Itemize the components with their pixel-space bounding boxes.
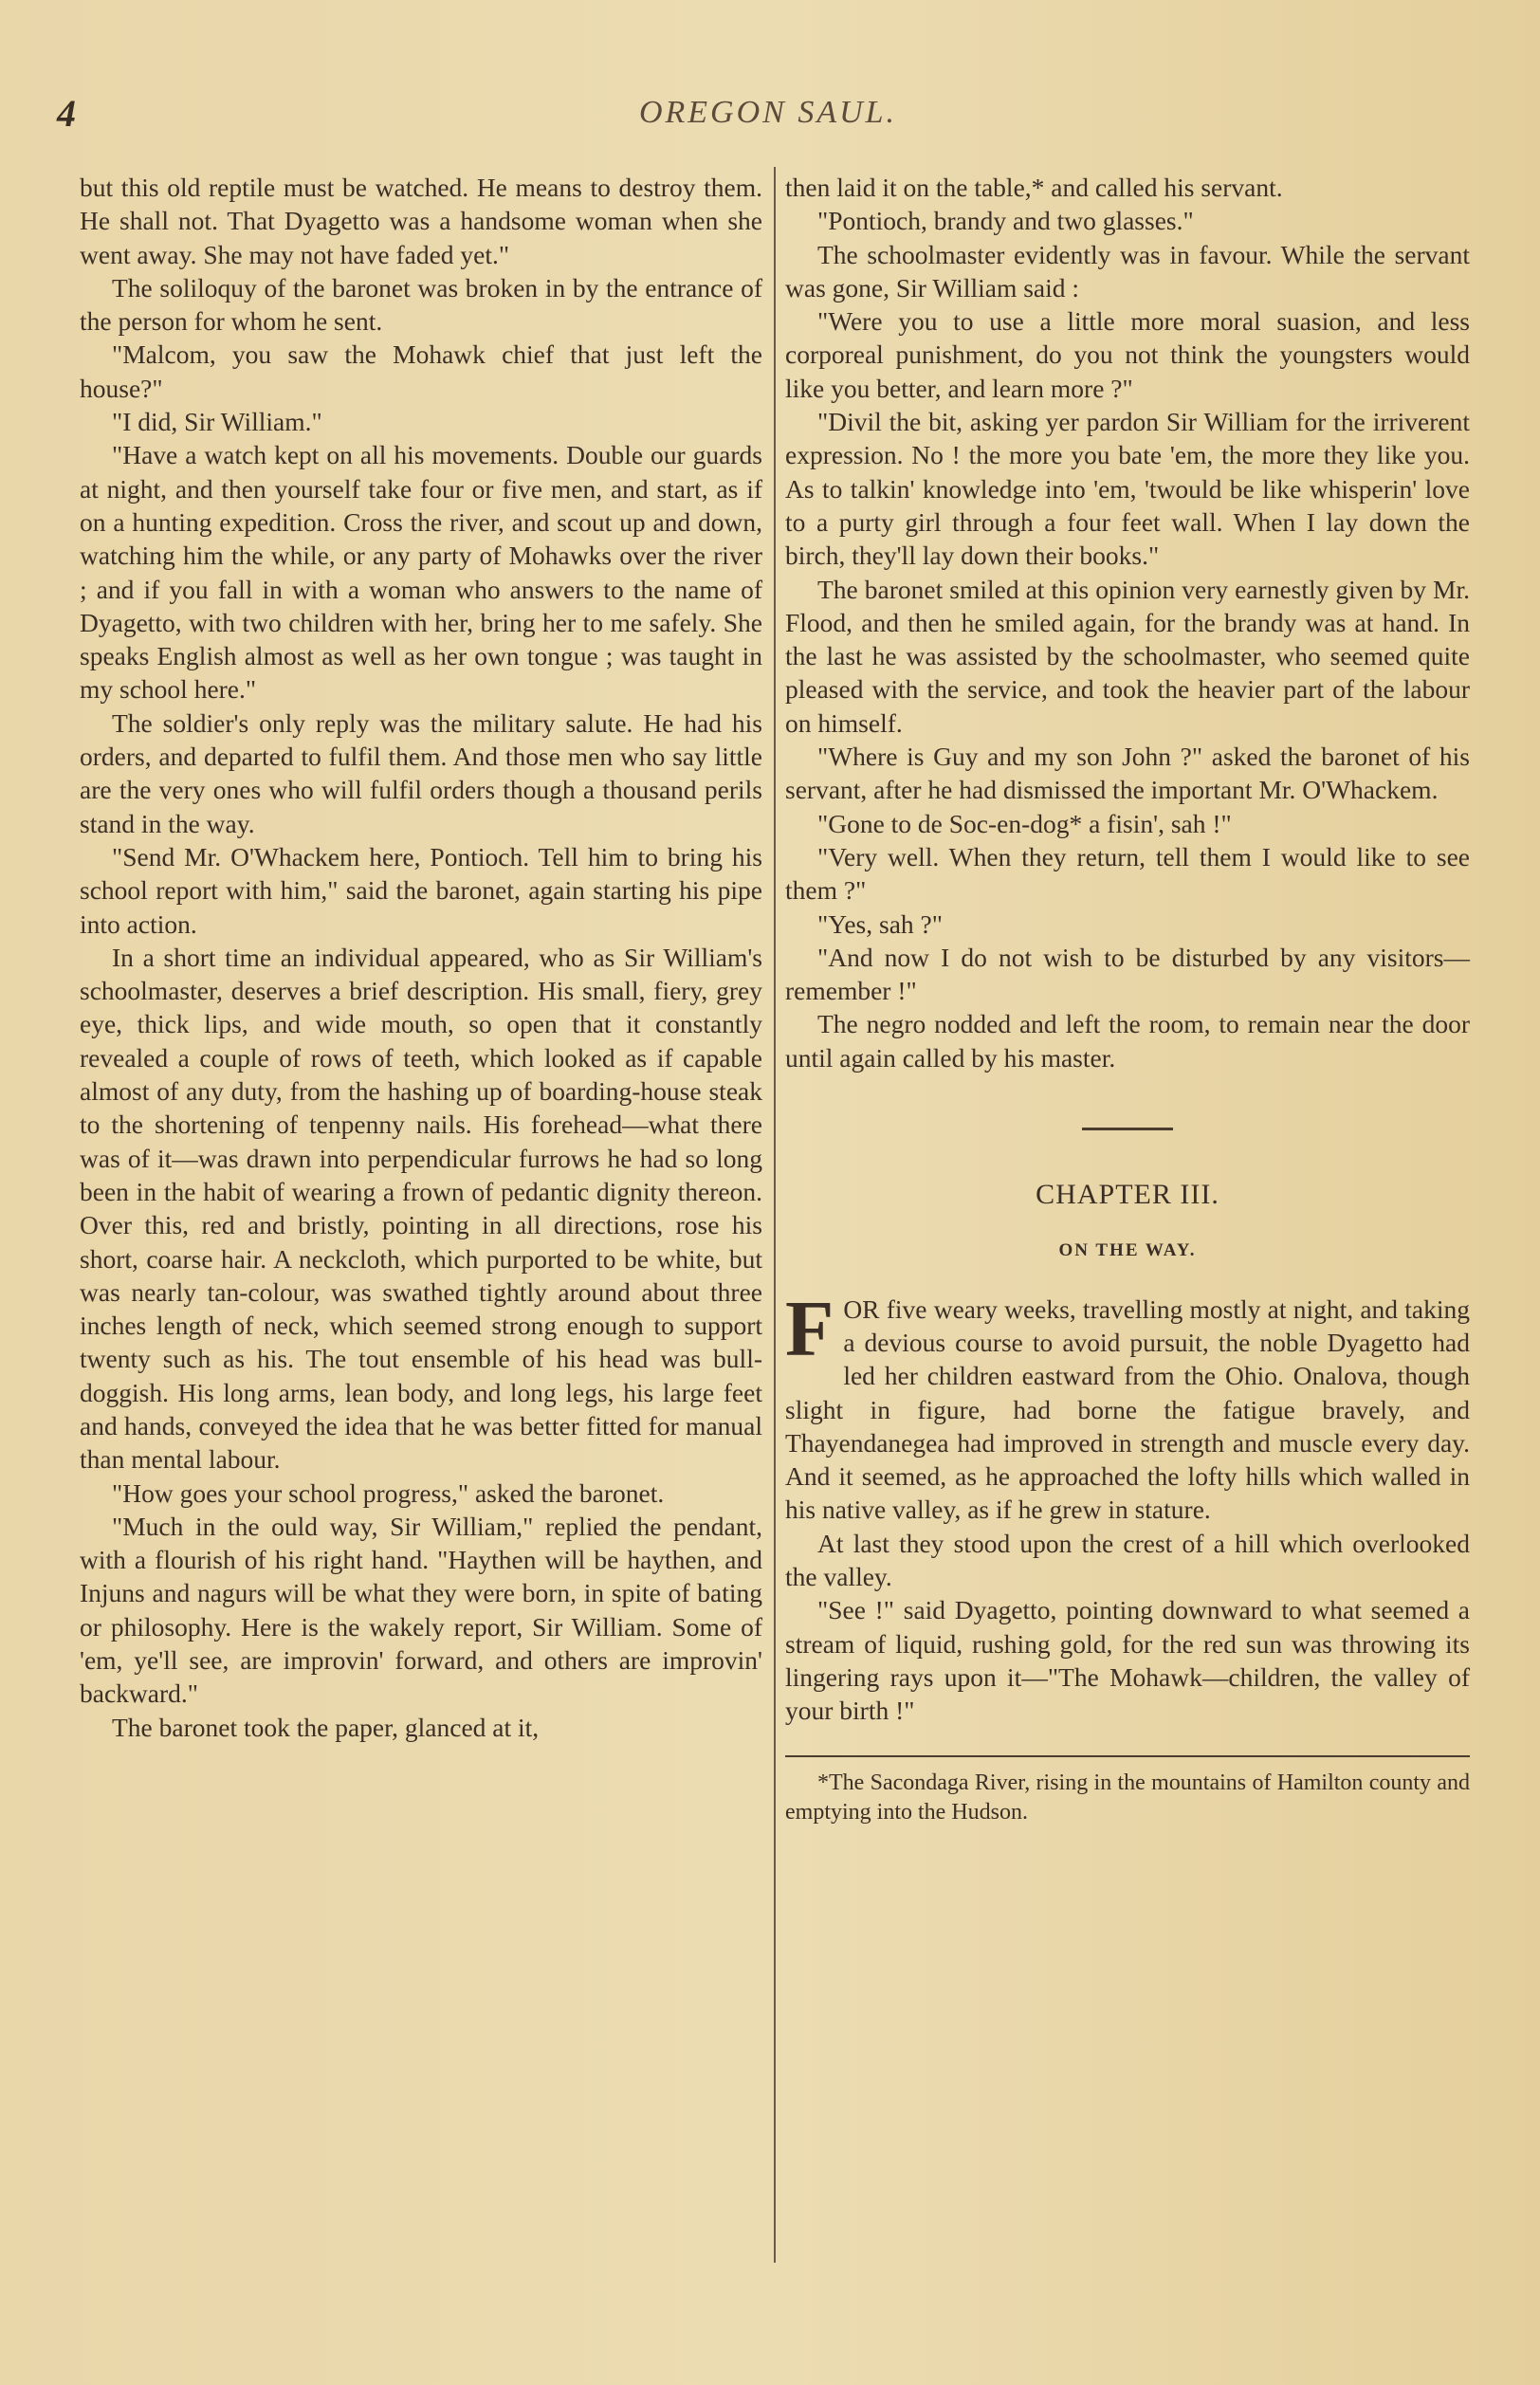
paragraph: In a short time an individual appeared, who as Sir William's schoolmaster, deserves a brief description. His small, fiery, grey eye, thick lips, and wide mouth, so open that it constantly revealed a couple of rows of teeth, which looked as if capable almost of any duty, from the hashing up of boarding-house steak to the shortening of tenpenny nails. His forehead—what there was of it—was drawn into perpendicular furrows he had so long been in the habit of wearing a frown of pedantic dignity thereon. Over this, red and bristly, pointing in all directions, rose his short, coarse hair. A neckcloth, which purported to be white, but was nearly tan-colour, was swathed tightly around about three inches length of neck, which seemed strong enough to support twenty such as his. The tout ensemble of his head was bull-doggish. His long arms, lean body, and long legs, his large feet and hands, conveyed the idea that he was better fitted for manual than mental labour. <box>80 942 762 1475</box>
left-column <box>80 171 762 1744</box>
footnote-rule <box>785 1755 1470 1757</box>
running-title: OREGON SAUL. <box>638 95 898 130</box>
right-column <box>785 171 1470 1827</box>
paragraph: "Very well. When they return, tell them I would like to see them ?" <box>785 841 1470 906</box>
page-number: 4 <box>57 92 76 135</box>
footnote: *The Sacondaga River, rising in the mountains of Hamilton county and emptying into the Hudson. <box>785 1770 1470 1825</box>
page-header <box>57 91 1479 148</box>
paragraph: The baronet took the paper, glanced at it, <box>112 1712 540 1742</box>
paragraph: "Where is Guy and my son John ?" asked the baronet of his servant, after he had dismissed the important Mr. O'Whackem. <box>785 742 1470 805</box>
paragraph: "Have a watch kept on all his movements. Double our guards at night, and then yourself take four or five men, and start, as if on a hunting expedition. Cross the river, and scout up and down, watching him the while, or any party of Mohawks over the river ; and if you fall in with a woman who answers to the name of Dyagetto, with two children with her, bring her to me safely. She speaks English almost as well as her own tongue ; was taught in my school here." <box>80 440 762 705</box>
paragraph: "Divil the bit, asking yer pardon Sir William for the irriverent expression. No ! the more you bate 'em, the more they like you. As to talkin' knowledge into 'em, 'twould be like whisperin' love to a purty girl through a four feet wall. When I lay down the birch, they'll lay down their books." <box>785 407 1470 571</box>
paragraph: "Gone to de Soc-en-dog* a fisin', sah !" <box>817 808 1232 838</box>
chapter-first-paragraph <box>785 1284 1470 1527</box>
paragraph: "See !" said Dyagetto, pointing downward to what seemed a stream of liquid, rushing gold, for the red sun was throwing its lingering rays upon it—"The Mohawk—children, the valley of your birth !" <box>785 1595 1470 1726</box>
paragraph: "Much in the ould way, Sir William," replied the pendant, with a flourish of his right hand. "Haythen will be haythen, and Injuns and nagurs will be what they were born, in spite of bating or philosophy. Here is the wakely report, Sir William. Some of 'em, ye'll see, are improvin' forward, and others are improvin' backward." <box>80 1511 762 1709</box>
section-separator <box>1082 1128 1173 1130</box>
paragraph: The soliloquy of the baronet was broken in by the entrance of the person for whom he sent. <box>80 272 762 337</box>
chapter-first-paragraph-text: OR five weary weeks, travelling mostly at night, and taking a devious course to avoid pursuit, the noble Dyagetto had led her children eastward from the Ohio. Onalova, though slight in figure, had borne the fatigue bravely, and Thayendanegea had improved in strength and muscle every day. And it seemed, as he approached the lofty hills which walled in his native valley, as if he grew in stature. <box>785 1293 1470 1525</box>
paragraph: "I did, Sir William." <box>112 407 322 437</box>
paragraph: then laid it on the table,* and called his servant. <box>785 173 1283 202</box>
paragraph: "Pontioch, brandy and two glasses." <box>817 206 1194 236</box>
chapter-subtitle: ON THE WAY. <box>1058 1240 1197 1261</box>
paragraph: At last they stood upon the crest of a hill which overlooked the valley. <box>785 1528 1470 1591</box>
paragraph: "Yes, sah ?" <box>817 908 943 939</box>
paragraph: but this old reptile must be watched. He means to destroy them. He shall not. That Dyagetto was a handsome woman when she went away. She may not have faded yet." <box>80 173 762 269</box>
paragraph: "And now I do not wish to be disturbed by any visitors—remember !" <box>785 942 1470 1006</box>
paragraph: "Malcom, you saw the Mohawk chief that just left the house?" <box>80 339 762 403</box>
paragraph: The soldier's only reply was the military salute. He had his orders, and departed to fulfil them. And those men who say little are the very ones who will fulfil orders though a thousand perils stand in the way. <box>80 707 762 838</box>
column-divider <box>774 167 776 2263</box>
paragraph: "Were you to use a little more moral suasion, and less corporeal punishment, do you not think the youngsters would like you better, and learn more ?" <box>785 306 1470 403</box>
paragraph: "Send Mr. O'Whackem here, Pontioch. Tell him to bring his school report with him," said the baronet, again starting his pipe into action. <box>80 841 762 939</box>
paragraph: The baronet smiled at this opinion very earnestly given by Mr. Flood, and then he smiled again, for the brandy was at hand. In the last he was assisted by the schoolmaster, who seemed quite pleased with the service, and took the heavier part of the labour on himself. <box>785 574 1470 738</box>
paragraph: The schoolmaster evidently was in favour. While the servant was gone, Sir William said : <box>785 239 1470 303</box>
chapter-title: CHAPTER III. <box>1036 1179 1219 1211</box>
paragraph: "How goes your school progress," asked the baronet. <box>112 1477 665 1508</box>
drop-cap: F <box>785 1284 834 1373</box>
paragraph: The negro nodded and left the room, to remain near the door until again called by his master. <box>785 1009 1470 1073</box>
